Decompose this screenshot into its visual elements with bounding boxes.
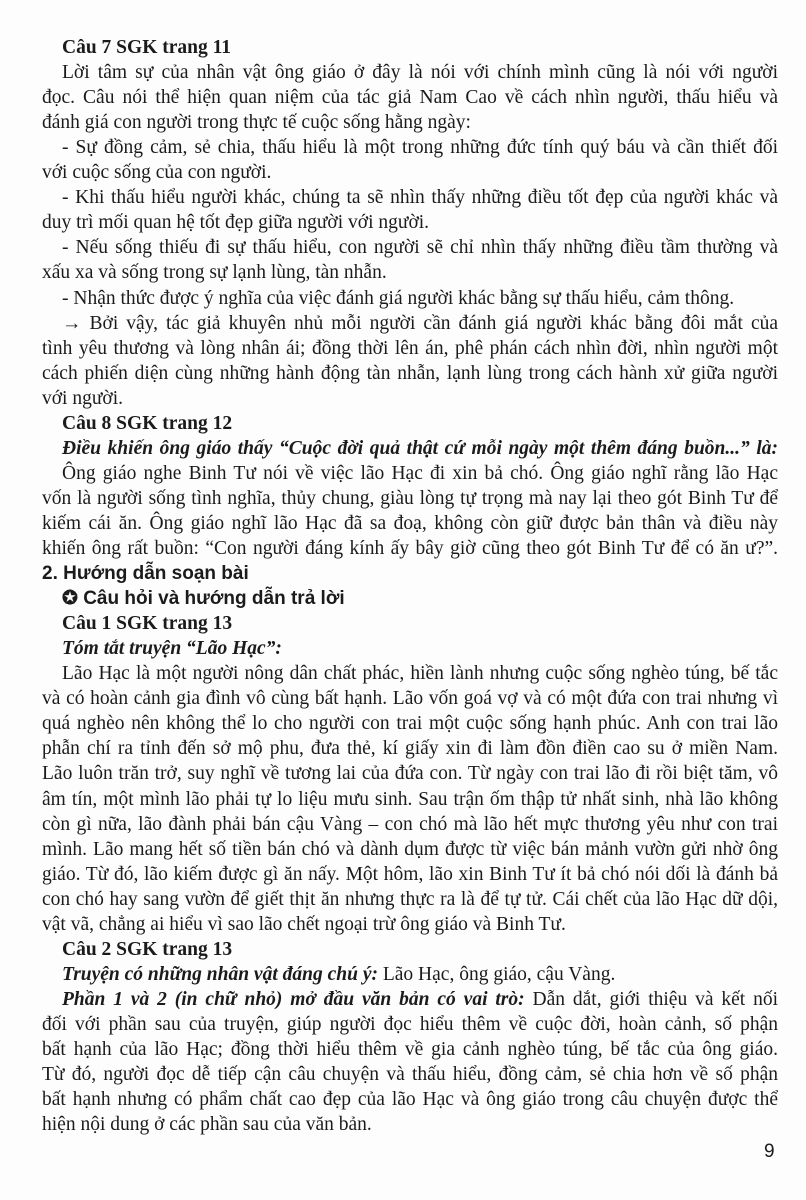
text-line [42,210,429,235]
line-content [62,611,232,636]
question-heading [62,937,232,962]
text-line [42,862,778,887]
text-segment: vật vã, chẳng ai hiểu vì sao lão chết ngoại trừ ông giáo và Binh Tư. [42,913,566,935]
line-content [42,887,778,912]
text-segment: bất hạnh nhưng có phẩm chất cao đẹp của lão Hạc và ông giáo trong câu chuyện được thể [42,1089,778,1111]
text-segment: cách phiến diện cùng những hành động tàn nhẫn, lạnh lùng trong cách hành xử giữa người [42,362,778,384]
line-content [62,461,778,486]
line-content [42,1087,778,1112]
text-segment: tình yêu thương và lòng nhân ái; đồng thời lên án, phê phán cách nhìn đời, nhìn người một [42,337,778,359]
line-content [62,311,778,336]
line-content [42,837,778,862]
text-segment: - Nếu sống thiếu đi sự thấu hiểu, con người sẽ chỉ nhìn thấy những điều tầm thường và [62,237,778,259]
emphasis-text: Điều khiến ông giáo thấy “Cuộc đời quả thật cứ mỗi ngày một thêm đáng buồn...” là: [62,437,778,459]
text-segment: còn gì nữa, lão đành phải bán cậu Vàng – con chó mà lão hết mực thương yêu như con trai [42,813,778,835]
line-content [62,661,778,686]
line-content [62,135,778,160]
text-line [62,135,778,160]
line-content [62,60,778,85]
text-line [42,85,778,110]
text-line [42,912,566,937]
text-segment: Từ đó, người đọc dễ tiếp cận câu chuyện và thấu hiểu, đồng cảm, sẻ chia hơn về số phận [42,1064,778,1086]
text-line [42,260,387,285]
text-segment: đọc. Câu nói thể hiện quan niệm của tác giả Nam Cao về cách nhìn người, thấu hiểu và [42,87,778,109]
text-line [42,486,778,511]
text-segment: duy trì mối quan hệ tốt đẹp giữa người với người. [42,212,430,234]
text-segment: Lão luôn trăn trở, suy nghĩ về tương lai của đứa con. Từ ngày con trai lão đi rồi biệt tăm, vô [42,763,778,785]
line-content [42,336,778,361]
text-segment: vốn là người sống tình nghĩa, thủy chung, giàu lòng tự trọng mà nay lại theo gót Binh Tư để [42,487,778,509]
line-content [42,1062,778,1087]
text-segment: đối với phần sau của truyện, giúp người đọc hiểu thêm về cuộc đời, hoàn cảnh, số phận [42,1013,778,1035]
line-content [42,361,778,386]
line-content [42,160,271,185]
text-segment: - Nhận thức được ý nghĩa của việc đánh giá người khác bằng sự thấu hiểu, cảm thông. [62,287,735,309]
text-segment: quá nghèo nên không thể lo cho người con trai một cuộc sống hạnh phúc. Anh con trai lão [42,713,778,735]
text-line [42,386,123,411]
line-content [42,486,778,511]
text-segment: Câu 2 SGK trang 13 [62,938,233,960]
text-line [62,286,734,311]
line-content [42,511,778,536]
section-heading [62,586,345,611]
line-content [62,411,232,436]
text-line [62,185,778,210]
emphasis-text: Truyện có những nhân vật đáng chú ý: [62,963,378,985]
text-line [62,987,778,1012]
text-line [42,711,778,736]
text-line [42,1062,778,1087]
text-segment: mình. Lão mang hết số tiền bán chó và dành dụm được từ việc bán mảnh vườn gửi nhờ ông [42,838,778,860]
line-content [62,286,734,311]
line-content [42,862,778,887]
text-line [62,661,778,686]
line-content [62,987,778,1012]
text-segment: giáo. Từ đó, lão kiếm được gì ăn nấy. Một hôm, lão xin Binh Tư ít bả chó nói dối là đánh bả [42,863,778,885]
line-content [42,85,778,110]
text-line [42,1037,778,1062]
emphasis-text: Phần 1 và 2 (in chữ nhỏ) mở đầu văn bản có vai trò: [62,988,525,1010]
text-segment: khiến ông rất buồn: “Con người đáng kính ấy bây giờ cũng theo gót Binh Tư để có ăn ư?”. [42,538,778,559]
text-line [62,60,778,85]
line-content [62,185,778,210]
text-segment: với người. [42,387,124,409]
text-segment: Lão Hạc là một người nông dân chất phác, hiền lành nhưng cuộc sống nghèo túng, bế tắc [62,663,778,685]
line-content [42,561,249,586]
text-segment: và có hoàn cảnh gia đình vô cùng bất hạnh. Lão vốn goá vợ và có một đứa con trai nhưng vì [42,688,778,710]
line-content [42,686,778,711]
emphasis-text: Tóm tắt truyện “Lão Hạc”: [62,638,282,660]
text-segment: → Bởi vậy, tác giả khuyên nhủ mỗi người cần đánh giá người khác bằng đôi mắt của [62,312,778,334]
text-line [42,686,778,711]
text-line [42,1112,372,1137]
line-content [42,1112,372,1137]
question-heading [62,411,232,436]
text-segment: ✪ Câu hỏi và hướng dẫn trả lời [62,588,345,610]
line-content [42,736,778,761]
text-line [42,787,778,812]
line-content [42,1037,778,1062]
line-content [62,586,345,611]
text-line [42,761,778,786]
line-content [42,787,778,812]
text-line [62,636,282,661]
question-heading [62,611,232,636]
line-content [42,210,429,235]
text-segment: 2. Hướng dẫn soạn bài [42,563,249,585]
line-content [62,235,778,260]
text-segment: phẫn chí ra tỉnh đến sở mộ phu, đưa thẻ, kí giấy xin đi làm đồn điền cao su ở miền Nam. [42,738,778,760]
text-line [42,736,778,761]
text-line [42,812,778,837]
text-segment: - Sự đồng cảm, sẻ chia, thấu hiểu là một trong những đức tính quý báu và cần thiết đối [62,137,778,159]
text-segment: xấu xa và sống trong sự lạnh lùng, tàn nhẫn. [42,262,387,284]
line-content [42,1012,778,1037]
line-content [42,912,566,937]
line-content [42,812,778,837]
text-segment: - Khi thấu hiểu người khác, chúng ta sẽ nhìn thấy những điều tốt đẹp của người khác và [62,187,778,209]
line-content [62,436,778,461]
line-content [42,536,778,561]
text-segment: âm tín, một mình lão phải tự lo liệu mưu sinh. Sau trận ốm thập tử nhất sinh, nhà lão không [42,788,778,810]
line-content [42,110,471,135]
text-segment: Lão Hạc, ông giáo, cậu Vàng. [377,963,616,985]
line-content [42,386,123,411]
page-number: 9 [764,1141,775,1162]
line-content [42,711,778,736]
text-segment: kiếm cái ăn. Ông giáo nghĩ lão Hạc đã sa đoạ, không còn giữ được bản thân và điều này [42,512,778,534]
text-segment: Dẫn dắt, giới thiệu và kết nối [524,988,779,1010]
line-content [62,636,282,661]
text-line [62,436,778,461]
text-segment: hiện nội dung ở các phần sau của văn bản. [42,1114,372,1136]
text-segment: Lời tâm sự của nhân vật ông giáo ở đây là nói với chính mình cũng là nói với người [62,62,778,84]
text-segment: Câu 7 SGK trang 11 [62,37,232,58]
text-line [42,110,471,135]
line-content [62,937,232,962]
text-line [42,1012,778,1037]
text-line [62,461,778,486]
line-content [42,260,387,285]
text-segment: Ông giáo nghe Binh Tư nói về việc lão Hạc đi xin bả chó. Ông giáo nghĩ rằng lão Hạc [62,462,778,484]
text-segment: Câu 1 SGK trang 13 [62,613,233,635]
text-line [42,837,778,862]
text-line [62,235,778,260]
question-heading [62,35,231,60]
line-content [62,35,231,60]
text-line [62,962,615,987]
text-line [42,336,778,361]
text-segment: đánh giá con người trong thực tế cuộc sống hằng ngày: [42,112,471,134]
text-line [42,160,271,185]
text-line [42,1087,778,1112]
text-segment: Câu 8 SGK trang 12 [62,412,233,434]
text-segment: bất hạnh của lão Hạc; đồng thời hiểu thêm về gia cảnh nghèo túng, bế tắc của ông giáo. [42,1039,778,1060]
text-line [42,887,778,912]
text-line [42,511,778,536]
line-content [42,761,778,786]
text-line [42,536,778,561]
text-segment: con chó hay sang vườn để giết thịt ăn nhưng thực ra là để tự tử. Cái chết của lão Hạc dữ dội, [42,888,778,910]
section-heading [42,561,249,586]
text-segment: với cuộc sống của con người. [42,162,272,184]
line-content [62,962,615,987]
text-line [62,311,778,336]
text-line [42,361,778,386]
